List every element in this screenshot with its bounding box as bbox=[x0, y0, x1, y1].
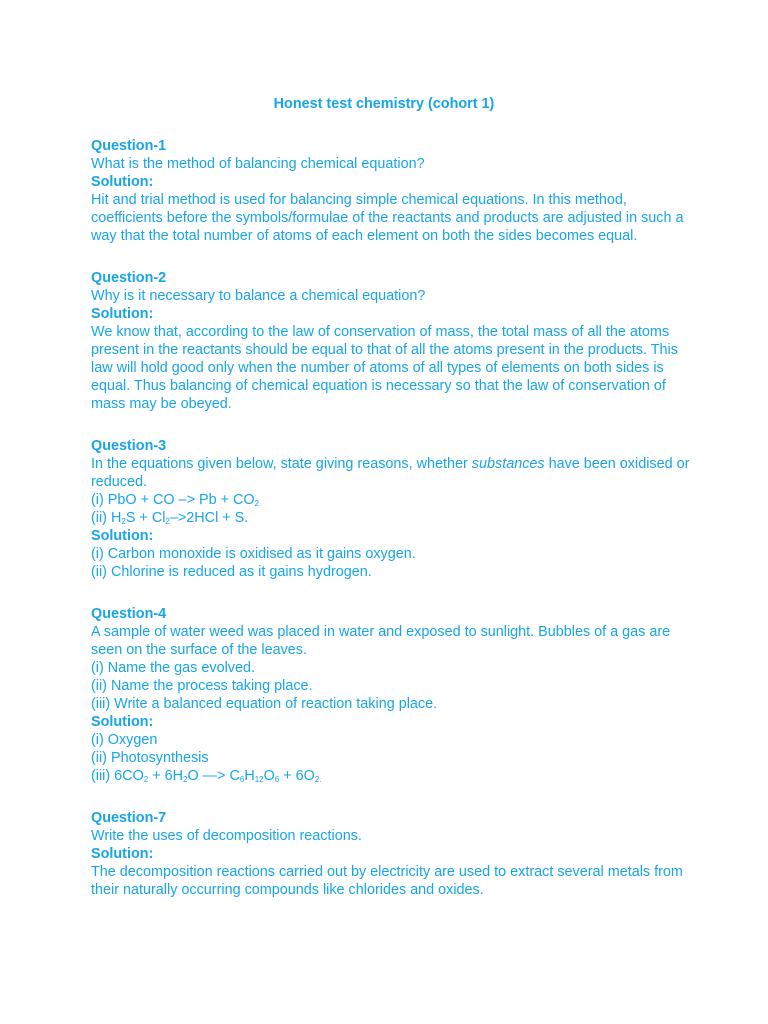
equation-2: (ii) $H_2S + Cl_2->2HCl + S$. bbox=[91, 510, 249, 526]
solution-line-1: (i) Carbon monoxide is oxidised as it gains oxygen. bbox=[91, 546, 416, 562]
question-text: Why is it necessary to balance a chemical equation? bbox=[91, 288, 426, 304]
question-text: What is the method of balancing chemical equation? bbox=[91, 156, 425, 172]
question-block-2 bbox=[91, 269, 691, 413]
question-heading: Question-7 bbox=[91, 810, 167, 826]
equation-1: (i) PbO + CO –> $Pb + CO_2$ bbox=[91, 492, 260, 508]
solution-line-1: (i) Oxygen bbox=[91, 732, 158, 748]
document-title: Honest test chemistry (cohort 1) bbox=[273, 96, 495, 112]
question-block-1 bbox=[91, 137, 691, 245]
solution-label: Solution: bbox=[91, 846, 154, 862]
solution-equation: (iii) $6CO_2 + 6H_2O$ —> $C_6H_{12}O_6 + 6O_{2.}$ bbox=[91, 768, 322, 784]
solution-label: Solution: bbox=[91, 306, 154, 322]
question-heading: Question-2 bbox=[91, 270, 167, 286]
solution-text: Hit and trial method is used for balancing simple chemical equations. In this method, coefficients before the symbols/formulae of the reactants and products are adjusted in such a way that the total number of atoms of each element on both the sides becomes equal. bbox=[91, 192, 684, 244]
question-heading: Question-1 bbox=[91, 138, 167, 154]
solution-line-2: (ii) Photosynthesis bbox=[91, 750, 209, 766]
solution-line-2: (ii) Chlorine is reduced as it gains hydrogen. bbox=[91, 564, 372, 580]
question-block-7 bbox=[91, 809, 691, 899]
question-block-3 bbox=[91, 437, 691, 581]
question-heading: Question-4 bbox=[91, 606, 167, 622]
question-part-2: (ii) Name the process taking place. bbox=[91, 678, 313, 694]
solution-label: Solution: bbox=[91, 528, 154, 544]
question-block-4 bbox=[91, 605, 691, 785]
question-text: A sample of water weed was placed in water and exposed to sunlight. Bubbles of a gas are seen on the surface of the leaves. bbox=[91, 624, 671, 658]
solution-label: Solution: bbox=[91, 714, 154, 730]
solution-text: We know that, according to the law of conservation of mass, the total mass of all the atoms present in the reactants should be equal to that of all the atoms present in the products. This law will hold good only when the number of atoms of all types of elements on both sides is equal. Thus balancing of chemical equation is necessary so that the law of conservation of mass may be obeyed. bbox=[91, 324, 678, 412]
solution-text: The decomposition reactions carried out by electricity are used to extract several metals from their naturally occurring compounds like chlorides and oxides. bbox=[91, 864, 683, 898]
question-text: In the equations given below, state giving reasons, whether substances have been oxidised or reduced. bbox=[91, 456, 690, 490]
question-text: Write the uses of decomposition reactions. bbox=[91, 828, 362, 844]
solution-label: Solution: bbox=[91, 174, 154, 190]
question-part-3: (iii) Write a balanced equation of reaction taking place. bbox=[91, 696, 438, 712]
question-part-1: (i) Name the gas evolved. bbox=[91, 660, 255, 676]
document-page bbox=[91, 95, 691, 923]
question-heading: Question-3 bbox=[91, 438, 167, 454]
